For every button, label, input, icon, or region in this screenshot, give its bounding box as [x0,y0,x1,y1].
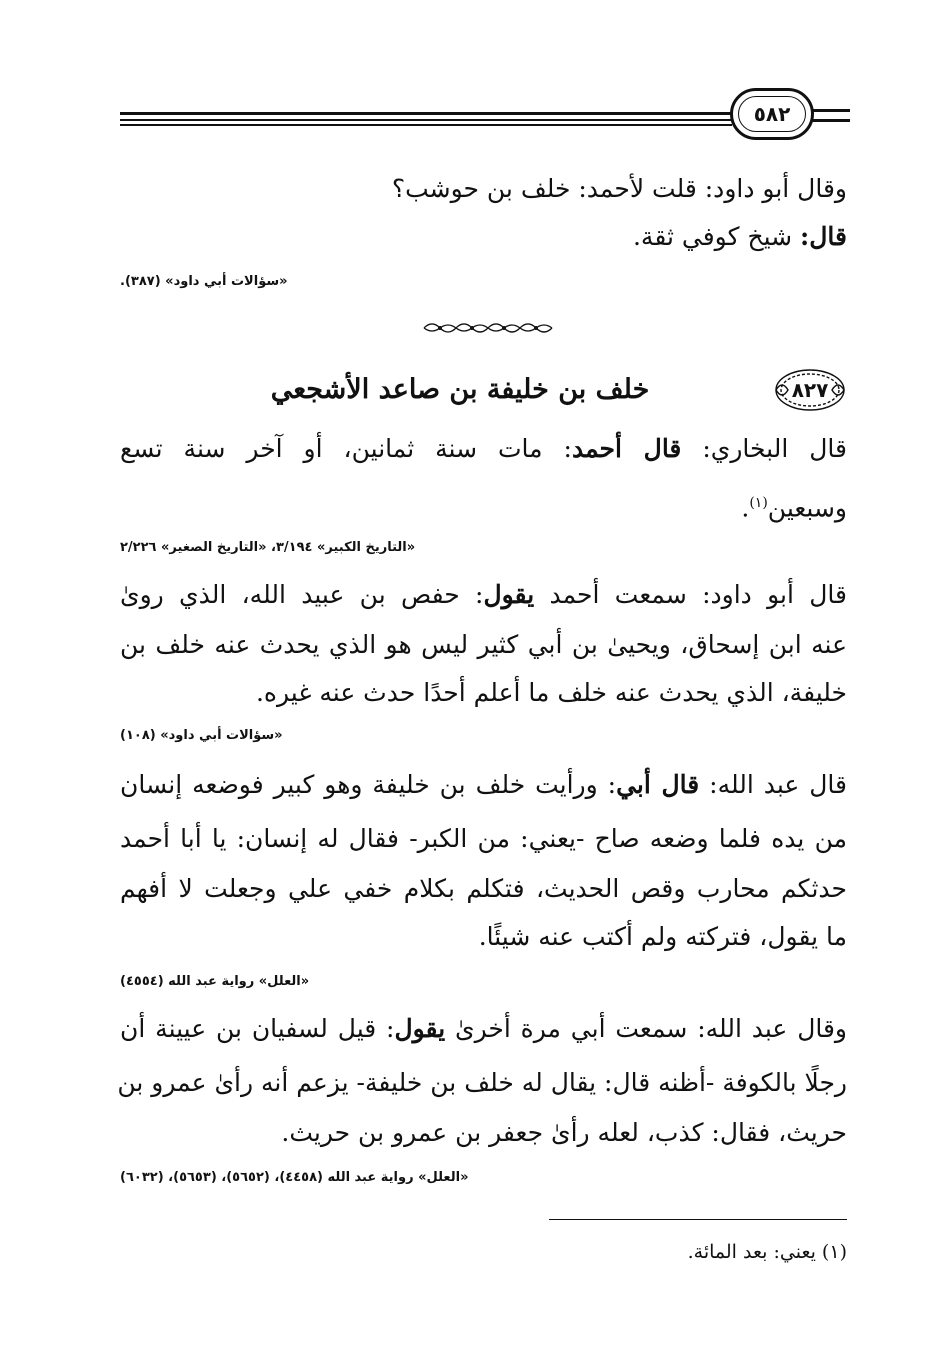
header-rule-stub [812,109,850,112]
entry-number: ٨٢٧ [791,378,829,402]
source-citation: «سؤالات أبي داود» (١٠٨) [120,728,283,743]
para4-line-3: حريث، فقال: كذب، لعله رأىٰ جعفر بن عمرو بن حريث. [281,1118,847,1147]
footnote-text: (١) يعني: بعد المائة. [687,1241,847,1263]
para2-line-1: قال أبو داود: سمعت أحمد يقول: حفص بن عبيد الله، الذي روىٰ [120,580,847,609]
qal-label: قال: [800,222,847,251]
footnote-rule [549,1219,847,1220]
entry-title: خلف بن خليفة بن صاعد الأشجعي [270,374,650,405]
para4-line-2: رجلًا بالكوفة -أظنه قال: يقال له خلف بن خليفة- يزعم أنه رأىٰ عمرو بن [117,1068,847,1097]
source-citation: «العلل» رواية عبد الله (٤٥٥٤) [120,974,310,989]
para2-line-3: خليفة، الذي يحدث عنه خلف ما أعلم أحدًا حدث عنه غيره. [255,678,847,707]
para3-line-3: حدثكم محارب وقص الحديث، فتكلم بكلام خفي علي وجعلت لا أفهم [120,874,847,903]
para3-line-4: ما يقول، فتركته ولم أكتب عنه شيئًا. [478,922,847,951]
page-number: ٥٨٢ [753,102,791,126]
entry-number-badge [770,362,850,418]
source-citation: «التاريخ الكبير» ٣/١٩٤، «التاريخ الصغير» ٢/٢٢٦ [120,540,416,555]
header-rule-stub [812,119,850,122]
footnote-ref[interactable]: (١) [749,495,768,511]
header-rule [120,119,732,121]
para3-line-2: من يده فلما وضعه صاح -يعني: من الكبر- فقال له إنسان: يا أبا أحمد [120,824,847,853]
prev-entry-line-2: قال: شيخ كوفي ثقة. [632,222,847,251]
header-rule [120,124,732,126]
page-number-badge [730,88,814,140]
para1-line-2: وسبعين$^{(١)}$. [741,493,847,523]
para3-line-1: قال عبد الله: قال أبي: ورأيت خلف بن خليفة وهو كبير فوضعه إنسان [120,770,847,799]
source-citation: «العلل» رواية عبد الله (٤٤٥٨)، (٥٦٥٢)، (٥٦٥٣)، (٦٠٣٢) [120,1170,469,1185]
header-rule [120,112,732,115]
para2-line-2: عنه ابن إسحاق، ويحيىٰ بن أبي كثير ليس هو الذي يحدث عنه خلف بن [120,630,847,659]
para1-line-1: قال البخاري: قال أحمد: مات سنة ثمانين، أو آخر سنة تسع [120,434,847,463]
source-citation: «سؤالات أبي داود» (٣٨٧). [120,274,288,289]
prev-entry-line-1: وقال أبو داود: قلت لأحمد: خلف بن حوشب؟ [391,174,847,203]
para4-line-1: وقال عبد الله: سمعت أبي مرة أخرىٰ يقول: قيل لسفيان بن عيينة أن [120,1014,847,1043]
divider-ornament-icon [420,318,556,338]
